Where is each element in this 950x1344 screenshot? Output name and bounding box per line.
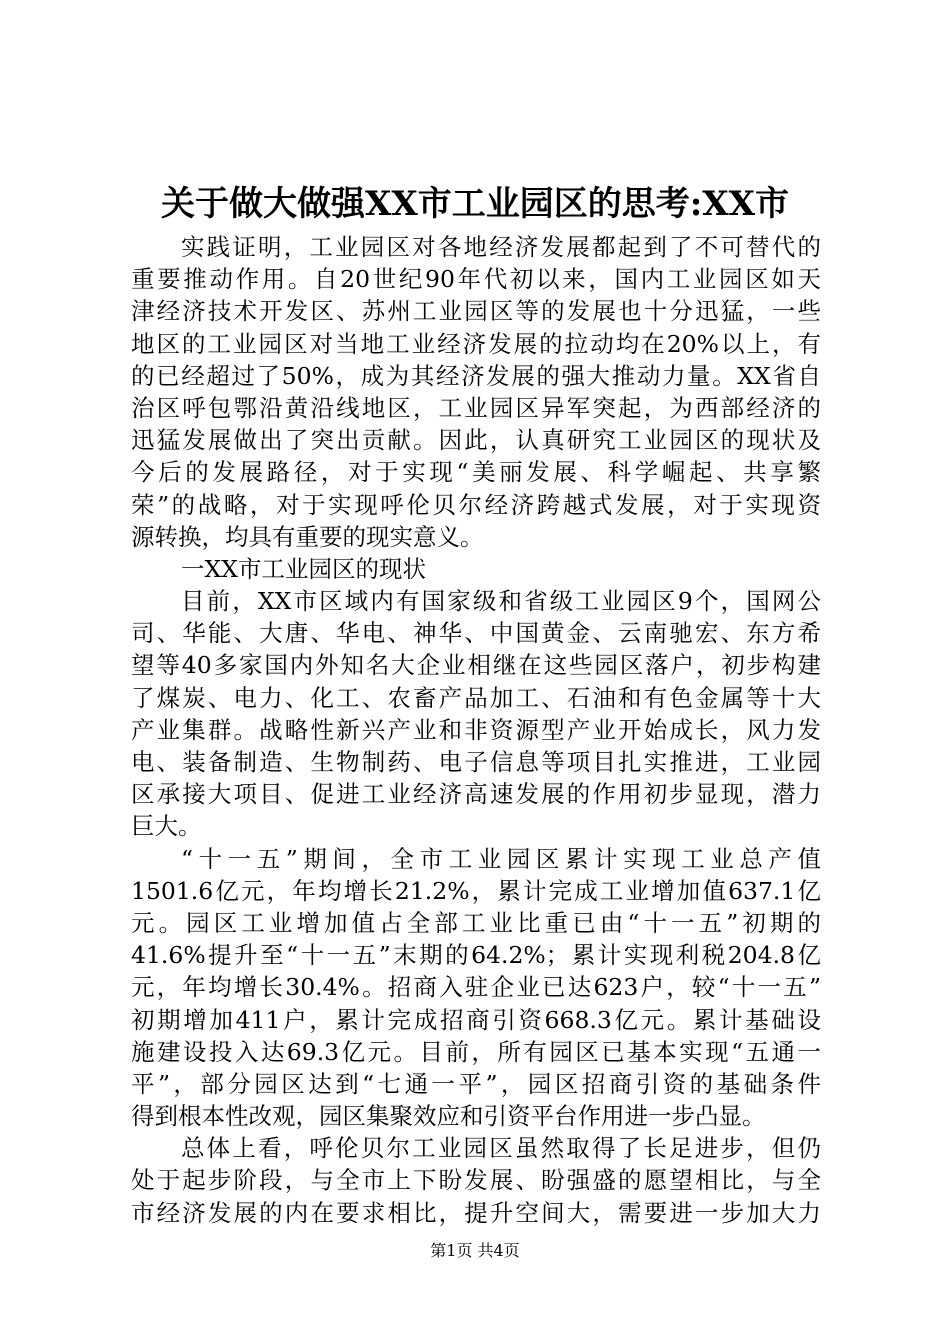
body-line: 今后的发展路径，对于实现“美丽发展、科学崛起、共享繁 bbox=[131, 458, 821, 487]
body-line: 元，年均增长30.4%。招商入驻企业已达623户，较“十一五” bbox=[131, 973, 821, 1002]
body-line: 实践证明，工业园区对各地经济发展都起到了不可替代的 bbox=[181, 233, 821, 261]
body-line: 平”，部分园区达到“七通一平”，园区招商引资的基础条件 bbox=[131, 1069, 821, 1098]
body-line: 巨大。 bbox=[131, 812, 202, 841]
body-line: 41.6%提升至“十一五”末期的64.2%；累计实现利税204.8亿 bbox=[131, 941, 821, 970]
body-line: 施建设投入达69.3亿元。目前，所有园区已基本实现“五通一 bbox=[131, 1037, 821, 1066]
page-footer: 第1页 共4页 bbox=[430, 1241, 520, 1260]
body-line: 处于起步阶段，与全市上下盼发展、盼强盛的愿望相比，与全 bbox=[131, 1166, 821, 1195]
body-line: 初期增加411户，累计完成招商引资668.3亿元。累计基础设 bbox=[131, 1005, 821, 1034]
body-line: 1501.6亿元，年均增长21.2%，累计完成工业增加值637.1亿 bbox=[131, 876, 821, 905]
body-line: 迅猛发展做出了突出贡献。因此，认真研究工业园区的现状及 bbox=[131, 426, 821, 455]
body-line: 市经济发展的内在要求相比，提升空间大，需要进一步加大力 bbox=[131, 1198, 821, 1227]
document-title: 关于做大做强XX市工业园区的思考:XX市 bbox=[160, 184, 790, 224]
body-line: 荣”的战略，对于实现呼伦贝尔经济跨越式发展，对于实现资 bbox=[131, 490, 821, 519]
body-line: 地区的工业园区对当地工业经济发展的拉动均在20%以上，有 bbox=[131, 329, 821, 358]
body-line: 司、华能、大唐、华电、神华、中国黄金、云南驰宏、东方希 bbox=[131, 619, 821, 648]
body-line: 电、装备制造、生物制药、电子信息等项目扎实推进，工业园 bbox=[131, 748, 821, 776]
body-line: 津经济技术开发区、苏州工业园区等的发展也十分迅猛，一些 bbox=[131, 297, 821, 326]
body-line: 一XX市工业园区的现状 bbox=[181, 554, 426, 583]
body-line: 重要推动作用。自20世纪90年代初以来，国内工业园区如天 bbox=[131, 265, 821, 294]
body-line: 的已经超过了50%，成为其经济发展的强大推动力量。XX省自 bbox=[131, 361, 821, 390]
body-line: 元。园区工业增加值占全部工业比重已由“十一五”初期的 bbox=[131, 908, 821, 937]
body-line: 目前，XX市区域内有国家级和省级工业园区9个，国网公 bbox=[181, 587, 821, 616]
body-line: 得到根本性改观，园区集聚效应和引资平台作用进一步凸显。 bbox=[131, 1102, 766, 1131]
body-line: 望等40多家国内外知名大企业相继在这些园区落户，初步构建 bbox=[131, 651, 821, 680]
body-line: “十一五”期间，全市工业园区累计实现工业总产值 bbox=[181, 844, 821, 873]
body-line: 治区呼包鄂沿黄沿线地区，工业园区异军突起，为西部经济的 bbox=[131, 393, 821, 422]
body-line: 区承接大项目、促进工业经济高速发展的作用初步显现，潜力 bbox=[131, 780, 821, 809]
body-line: 源转换，均具有重要的现实意义。 bbox=[131, 522, 484, 551]
document-body bbox=[131, 231, 821, 1229]
body-line: 产业集群。战略性新兴产业和非资源型产业开始成长，风力发 bbox=[131, 715, 821, 744]
body-line: 总体上看，呼伦贝尔工业园区虽然取得了长足进步，但仍 bbox=[181, 1134, 821, 1163]
body-line: 了煤炭、电力、化工、农畜产品加工、石油和有色金属等十大 bbox=[131, 683, 821, 712]
